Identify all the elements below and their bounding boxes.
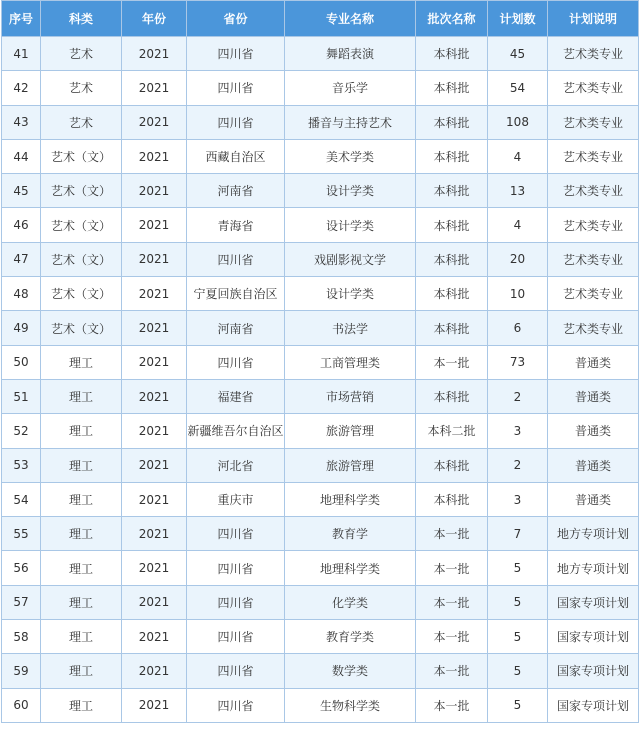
cell-index: 58 [2, 620, 41, 654]
cell-category: 艺术（文） [41, 311, 122, 345]
cell-plan-count: 5 [488, 551, 548, 585]
header-plan-note: 计划说明 [548, 1, 639, 37]
cell-batch: 本一批 [416, 654, 488, 688]
cell-batch: 本科批 [416, 71, 488, 105]
cell-plan-note: 艺术类专业 [548, 37, 639, 71]
cell-year: 2021 [122, 448, 187, 482]
cell-major: 戏剧影视文学 [285, 242, 416, 276]
cell-major: 教育学类 [285, 620, 416, 654]
cell-province: 青海省 [187, 208, 285, 242]
cell-category: 艺术 [41, 105, 122, 139]
cell-batch: 本科批 [416, 139, 488, 173]
cell-plan-note: 地方专项计划 [548, 551, 639, 585]
cell-major: 设计学类 [285, 174, 416, 208]
cell-index: 46 [2, 208, 41, 242]
cell-year: 2021 [122, 414, 187, 448]
cell-index: 60 [2, 688, 41, 722]
cell-batch: 本科批 [416, 379, 488, 413]
cell-plan-note: 地方专项计划 [548, 517, 639, 551]
table-row [2, 37, 639, 71]
cell-major: 工商管理类 [285, 345, 416, 379]
cell-index: 43 [2, 105, 41, 139]
cell-plan-note: 艺术类专业 [548, 105, 639, 139]
cell-plan-note: 艺术类专业 [548, 71, 639, 105]
cell-plan-note: 国家专项计划 [548, 654, 639, 688]
cell-category: 理工 [41, 654, 122, 688]
cell-category: 理工 [41, 688, 122, 722]
cell-batch: 本科批 [416, 105, 488, 139]
table-row [2, 517, 639, 551]
cell-category: 理工 [41, 620, 122, 654]
cell-batch: 本科二批 [416, 414, 488, 448]
cell-category: 理工 [41, 482, 122, 516]
cell-plan-count: 2 [488, 379, 548, 413]
table-row [2, 277, 639, 311]
cell-plan-count: 6 [488, 311, 548, 345]
table-row [2, 242, 639, 276]
cell-plan-note: 艺术类专业 [548, 277, 639, 311]
cell-year: 2021 [122, 208, 187, 242]
cell-province: 四川省 [187, 242, 285, 276]
cell-plan-note: 国家专项计划 [548, 688, 639, 722]
cell-plan-count: 7 [488, 517, 548, 551]
cell-category: 理工 [41, 345, 122, 379]
cell-province: 河北省 [187, 448, 285, 482]
cell-plan-count: 3 [488, 482, 548, 516]
cell-batch: 本科批 [416, 482, 488, 516]
cell-category: 理工 [41, 551, 122, 585]
cell-plan-note: 艺术类专业 [548, 242, 639, 276]
cell-batch: 本科批 [416, 174, 488, 208]
cell-province: 四川省 [187, 71, 285, 105]
cell-batch: 本科批 [416, 208, 488, 242]
cell-category: 理工 [41, 379, 122, 413]
cell-province: 宁夏回族自治区 [187, 277, 285, 311]
header-index: 序号 [2, 1, 41, 37]
cell-index: 56 [2, 551, 41, 585]
cell-year: 2021 [122, 551, 187, 585]
cell-batch: 本一批 [416, 551, 488, 585]
cell-batch: 本科批 [416, 448, 488, 482]
cell-category: 艺术 [41, 71, 122, 105]
table-row [2, 71, 639, 105]
cell-province: 四川省 [187, 620, 285, 654]
cell-year: 2021 [122, 688, 187, 722]
cell-index: 57 [2, 585, 41, 619]
cell-category: 理工 [41, 414, 122, 448]
cell-major: 化学类 [285, 585, 416, 619]
cell-year: 2021 [122, 242, 187, 276]
cell-year: 2021 [122, 482, 187, 516]
table-row [2, 414, 639, 448]
cell-batch: 本一批 [416, 585, 488, 619]
cell-province: 四川省 [187, 517, 285, 551]
table-row [2, 379, 639, 413]
cell-category: 艺术 [41, 37, 122, 71]
cell-province: 西藏自治区 [187, 139, 285, 173]
cell-plan-count: 13 [488, 174, 548, 208]
cell-plan-note: 艺术类专业 [548, 208, 639, 242]
cell-year: 2021 [122, 345, 187, 379]
cell-index: 59 [2, 654, 41, 688]
cell-plan-count: 5 [488, 585, 548, 619]
cell-category: 理工 [41, 517, 122, 551]
cell-major: 设计学类 [285, 277, 416, 311]
cell-plan-count: 45 [488, 37, 548, 71]
cell-year: 2021 [122, 517, 187, 551]
cell-province: 四川省 [187, 345, 285, 379]
cell-year: 2021 [122, 311, 187, 345]
table-row [2, 345, 639, 379]
cell-province: 四川省 [187, 654, 285, 688]
cell-index: 51 [2, 379, 41, 413]
cell-index: 49 [2, 311, 41, 345]
cell-year: 2021 [122, 71, 187, 105]
cell-plan-note: 艺术类专业 [548, 139, 639, 173]
table-row [2, 654, 639, 688]
cell-major: 旅游管理 [285, 448, 416, 482]
cell-category: 理工 [41, 585, 122, 619]
header-category: 科类 [41, 1, 122, 37]
cell-index: 54 [2, 482, 41, 516]
cell-province: 四川省 [187, 551, 285, 585]
header-plan-count: 计划数 [488, 1, 548, 37]
cell-index: 55 [2, 517, 41, 551]
cell-plan-count: 3 [488, 414, 548, 448]
header-major: 专业名称 [285, 1, 416, 37]
cell-province: 河南省 [187, 174, 285, 208]
table-row [2, 688, 639, 722]
cell-major: 数学类 [285, 654, 416, 688]
cell-province: 四川省 [187, 585, 285, 619]
cell-index: 48 [2, 277, 41, 311]
cell-batch: 本一批 [416, 345, 488, 379]
cell-major: 音乐学 [285, 71, 416, 105]
cell-plan-count: 5 [488, 620, 548, 654]
cell-year: 2021 [122, 620, 187, 654]
cell-plan-note: 普通类 [548, 379, 639, 413]
table-body [2, 37, 639, 723]
cell-category: 艺术（文） [41, 208, 122, 242]
cell-batch: 本科批 [416, 242, 488, 276]
table-header-row [2, 1, 639, 37]
cell-index: 52 [2, 414, 41, 448]
cell-year: 2021 [122, 379, 187, 413]
cell-plan-count: 54 [488, 71, 548, 105]
cell-major: 舞蹈表演 [285, 37, 416, 71]
cell-plan-count: 10 [488, 277, 548, 311]
cell-category: 艺术（文） [41, 242, 122, 276]
cell-province: 四川省 [187, 105, 285, 139]
cell-index: 41 [2, 37, 41, 71]
cell-plan-note: 国家专项计划 [548, 585, 639, 619]
header-province: 省份 [187, 1, 285, 37]
cell-batch: 本科批 [416, 277, 488, 311]
cell-year: 2021 [122, 585, 187, 619]
cell-plan-note: 普通类 [548, 482, 639, 516]
header-year: 年份 [122, 1, 187, 37]
cell-province: 四川省 [187, 688, 285, 722]
cell-plan-count: 108 [488, 105, 548, 139]
cell-category: 艺术（文） [41, 174, 122, 208]
cell-index: 53 [2, 448, 41, 482]
cell-plan-note: 艺术类专业 [548, 174, 639, 208]
cell-plan-count: 73 [488, 345, 548, 379]
table-row [2, 105, 639, 139]
cell-major: 市场营销 [285, 379, 416, 413]
cell-year: 2021 [122, 37, 187, 71]
cell-batch: 本一批 [416, 688, 488, 722]
cell-batch: 本科批 [416, 311, 488, 345]
cell-major: 设计学类 [285, 208, 416, 242]
cell-index: 44 [2, 139, 41, 173]
cell-batch: 本一批 [416, 620, 488, 654]
table-row [2, 139, 639, 173]
cell-plan-note: 国家专项计划 [548, 620, 639, 654]
table-row [2, 208, 639, 242]
cell-category: 艺术（文） [41, 139, 122, 173]
cell-year: 2021 [122, 654, 187, 688]
cell-year: 2021 [122, 277, 187, 311]
table-row [2, 551, 639, 585]
cell-major: 美术学类 [285, 139, 416, 173]
cell-plan-count: 4 [488, 139, 548, 173]
cell-index: 50 [2, 345, 41, 379]
cell-plan-count: 20 [488, 242, 548, 276]
cell-major: 地理科学类 [285, 551, 416, 585]
cell-major: 生物科学类 [285, 688, 416, 722]
cell-index: 42 [2, 71, 41, 105]
cell-plan-count: 2 [488, 448, 548, 482]
cell-year: 2021 [122, 174, 187, 208]
cell-major: 地理科学类 [285, 482, 416, 516]
cell-plan-count: 5 [488, 688, 548, 722]
header-batch: 批次名称 [416, 1, 488, 37]
table-row [2, 620, 639, 654]
cell-major: 教育学 [285, 517, 416, 551]
cell-batch: 本一批 [416, 517, 488, 551]
cell-province: 福建省 [187, 379, 285, 413]
cell-major: 旅游管理 [285, 414, 416, 448]
cell-province: 河南省 [187, 311, 285, 345]
cell-index: 45 [2, 174, 41, 208]
table-row [2, 482, 639, 516]
cell-plan-note: 普通类 [548, 345, 639, 379]
cell-major: 播音与主持艺术 [285, 105, 416, 139]
cell-index: 47 [2, 242, 41, 276]
table-row [2, 174, 639, 208]
table-row [2, 311, 639, 345]
cell-plan-note: 普通类 [548, 414, 639, 448]
cell-plan-count: 4 [488, 208, 548, 242]
cell-year: 2021 [122, 105, 187, 139]
cell-province: 四川省 [187, 37, 285, 71]
table-row [2, 448, 639, 482]
enrollment-plan-table [1, 0, 639, 723]
cell-plan-count: 5 [488, 654, 548, 688]
table-row [2, 585, 639, 619]
cell-province: 新疆维吾尔自治区 [187, 414, 285, 448]
cell-category: 艺术（文） [41, 277, 122, 311]
cell-category: 理工 [41, 448, 122, 482]
cell-plan-note: 普通类 [548, 448, 639, 482]
cell-province: 重庆市 [187, 482, 285, 516]
cell-batch: 本科批 [416, 37, 488, 71]
cell-year: 2021 [122, 139, 187, 173]
cell-plan-note: 艺术类专业 [548, 311, 639, 345]
cell-major: 书法学 [285, 311, 416, 345]
